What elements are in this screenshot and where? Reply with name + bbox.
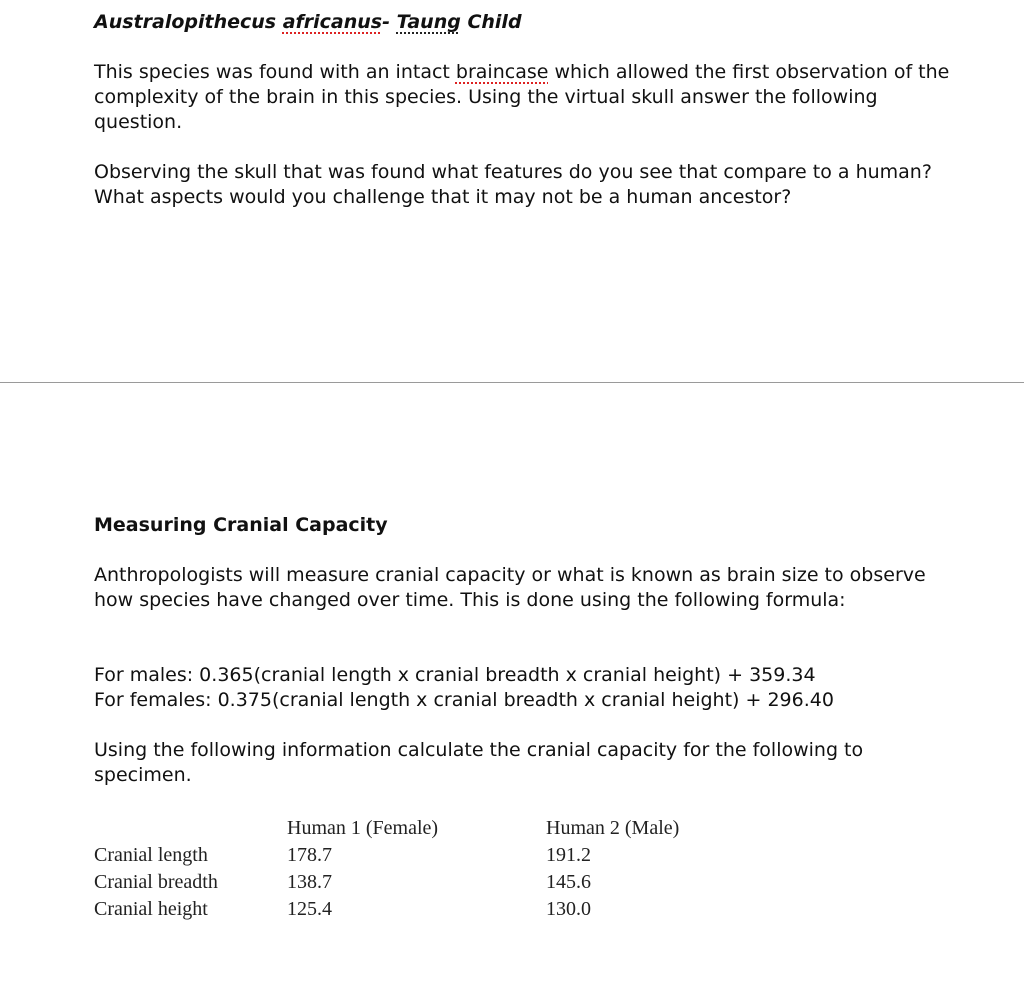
formula-females: For females: 0.375(cranial length x cranial breadth x cranial height) + 296.40 [94, 689, 834, 711]
table-cell: Cranial breadth [94, 871, 218, 893]
table-header-cell: Human 2 (Male) [546, 817, 680, 839]
table-header-cell: Human 1 (Female) [287, 817, 439, 839]
title-child: Child [460, 11, 522, 33]
title-dash: - [382, 11, 397, 33]
intro-text-a: This species was found with an intact [94, 61, 456, 83]
specimen-table [94, 815, 746, 923]
page-divider [0, 382, 1024, 383]
table-cell: 138.7 [287, 871, 332, 893]
table-row [94, 842, 746, 869]
table-row [94, 869, 746, 896]
table-cell: Cranial height [94, 898, 208, 920]
table-cell: 145.6 [546, 871, 591, 893]
formula-males: For males: 0.365(cranial length x cranial breadth x cranial height) + 359.34 [94, 664, 816, 686]
braincase-misspelled: braincase [455, 61, 549, 83]
table-cell: 178.7 [287, 844, 332, 866]
title-genus: Australopithecus [94, 11, 283, 33]
title-species-misspelled: africanus [282, 11, 383, 33]
table-cell: 130.0 [546, 898, 591, 920]
instructions-paragraph: Using the following information calculate the cranial capacity for the following to specimen. [94, 739, 864, 786]
table-row [94, 896, 746, 923]
table-cell: Cranial length [94, 844, 208, 866]
table-header-cell [94, 815, 287, 842]
intro-paragraph [94, 60, 954, 135]
section-title [94, 10, 954, 35]
cranial-intro-paragraph: Anthropologists will measure cranial capacity or what is known as brain size to observe how species have changed over time. This is done using the following formula: [94, 564, 926, 611]
table-cell: 125.4 [287, 898, 332, 920]
intro-text-b: which allowed the first observation of the complexity of the brain in this species. Using the virtual skull answer the following question. [94, 61, 950, 133]
section-heading: Measuring Cranial Capacity [94, 514, 388, 536]
question-paragraph: Observing the skull that was found what features do you see that compare to a human? What aspects would you challenge that it may not be a human ancestor? [94, 161, 932, 208]
title-taung-misspelled: Taung [396, 11, 461, 33]
table-header-row [94, 815, 746, 842]
table-cell: 191.2 [546, 844, 591, 866]
formula-block [94, 663, 954, 713]
